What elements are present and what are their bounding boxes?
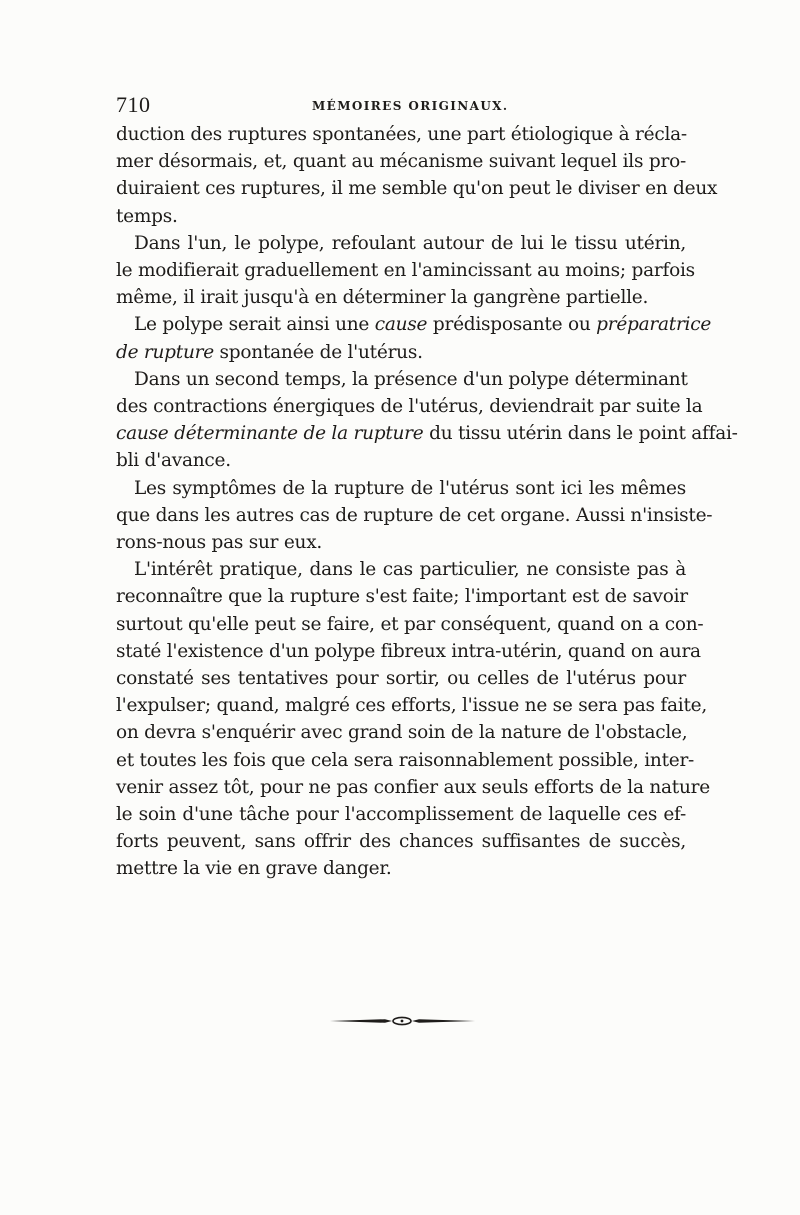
text-line: rons-nous pas sur eux.	[116, 532, 323, 554]
italic-term: cause déterminante de la rupture	[116, 423, 424, 445]
text-line: que dans les autres cas de rupture de cet organe. Aussi n'insiste-	[116, 504, 713, 526]
text-line: surtout qu'elle peut se faire, et par conséquent, quand on a con-	[116, 613, 704, 635]
text-run: prédisposante ou	[427, 314, 597, 336]
text-line: temps.	[116, 205, 178, 227]
page-header	[116, 92, 686, 120]
text-run: du tissu utérin dans le point affai-	[423, 423, 738, 445]
text-line: venir assez tôt, pour ne pas confier aux seuls efforts de la nature	[116, 776, 710, 798]
running-title: MÉMOIRES ORIGINAUX.	[312, 99, 509, 113]
text-line: reconnaître que la rupture s'est faite; l'important est de savoir	[116, 586, 688, 608]
text-line	[116, 420, 738, 447]
text-line: staté l'existence d'un polype fibreux intra-utérin, quand on aura	[116, 640, 701, 662]
text-line: duiraient ces ruptures, il me semble qu'on peut le diviser en deux	[116, 178, 718, 200]
text-run: Le polype serait ainsi une	[134, 314, 375, 336]
text-line: duction des ruptures spontanées, une part étiologique à récla-	[116, 124, 687, 145]
text-line: mer désormais, et, quant au mécanisme suivant lequel ils pro-	[116, 151, 686, 173]
text-line: l'expulser; quand, malgré ces efforts, l'issue ne se sera pas faite,	[116, 695, 707, 717]
text-line: mettre la vie en grave danger.	[116, 858, 392, 880]
text-run: spontanée de l'utérus.	[213, 341, 423, 363]
text-line: le modifierait graduellement en l'amincissant au moins; parfois	[116, 260, 695, 282]
text-line: constaté ses tentatives pour sortir, ou celles de l'utérus pour	[116, 668, 686, 690]
text-line: des contractions énergiques de l'utérus, deviendrait par suite la	[116, 396, 703, 418]
text-line: L'intérêt pratique, dans le cas particulier, ne consiste pas à	[134, 559, 686, 581]
text-line	[116, 339, 686, 366]
body-text	[116, 121, 738, 883]
text-line: le soin d'une tâche pour l'accomplissement de laquelle ces ef-	[116, 804, 686, 826]
text-line: on devra s'enquérir avec grand soin de la nature de l'obstacle,	[116, 722, 688, 744]
end-of-section-rule	[330, 1016, 475, 1026]
text-line: Dans l'un, le polype, refoulant autour de lui le tissu utérin,	[134, 232, 686, 254]
text-line	[116, 311, 712, 338]
italic-term: préparatrice	[596, 314, 712, 336]
text-line: même, il irait jusqu'à en déterminer la gangrène partielle.	[116, 287, 649, 309]
italic-term: de rupture	[116, 341, 214, 363]
text-line: bli d'avance.	[116, 450, 231, 472]
text-line: forts peuvent, sans offrir des chances suffisantes de succès,	[116, 831, 686, 853]
page-number: 710	[116, 92, 151, 117]
text-line: Dans un second temps, la présence d'un polype déterminant	[134, 368, 688, 390]
text-line: et toutes les fois que cela sera raisonnablement possible, inter-	[116, 749, 695, 771]
text-line: Les symptômes de la rupture de l'utérus sont ici les mêmes	[134, 477, 686, 499]
italic-term: cause	[374, 314, 428, 336]
